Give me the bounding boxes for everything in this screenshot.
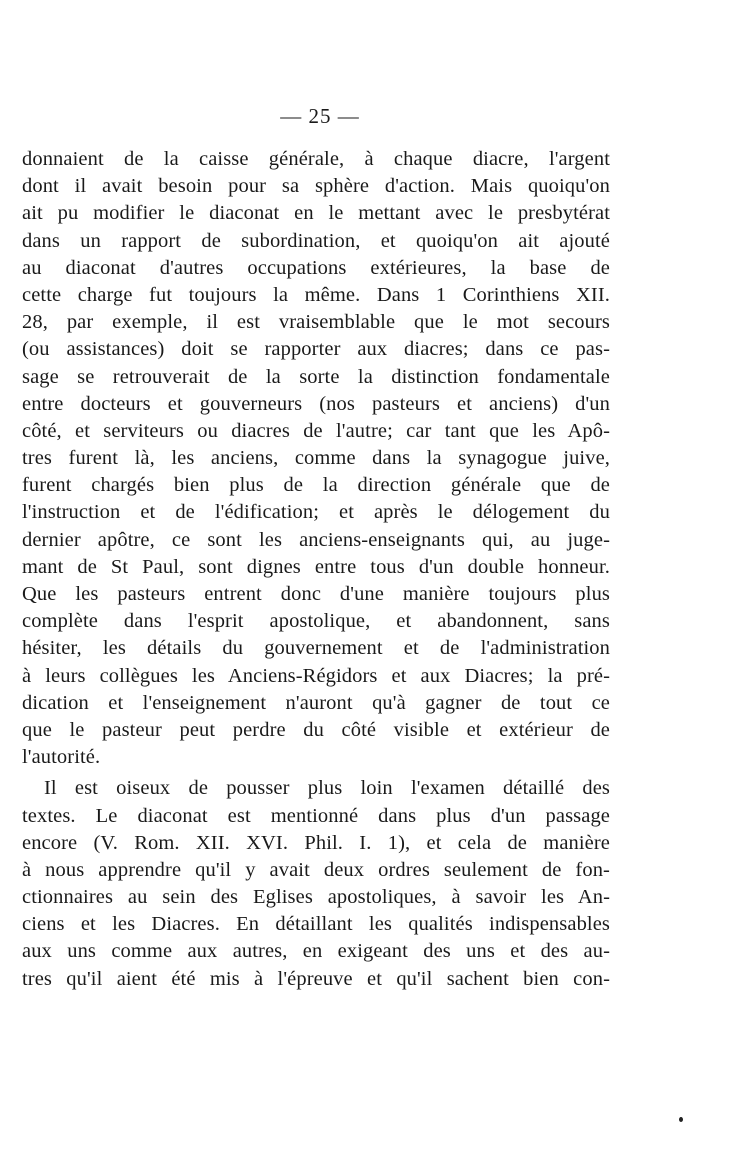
text-line: textes. Le diaconat est mentionné dans plus d'un passage <box>22 804 610 827</box>
text-line: à leurs collègues les Anciens-Régidors et aux Diacres; la pré- <box>22 664 610 687</box>
text-line: dont il avait besoin pour sa sphère d'action. Mais quoiqu'on <box>22 175 610 198</box>
text-line: entre docteurs et gouverneurs (nos pasteurs et anciens) d'un <box>22 392 610 415</box>
text-line: l'autorité. <box>22 746 101 769</box>
text-line: 28, par exemple, il est vraisemblable que le mot secours <box>22 311 610 334</box>
text-line: Que les pasteurs entrent donc d'une manière toujours plus <box>22 583 610 605</box>
text-line: à nous apprendre qu'il y avait deux ordres seulement de fon- <box>22 858 610 881</box>
text-line: dans un rapport de subordination, et quoiqu'on ait ajouté <box>22 229 610 252</box>
text-line: ctionnaires au sein des Eglises apostoliques, à savoir les An- <box>22 886 610 909</box>
text-line: aux uns comme aux autres, en exigeant des uns et des au- <box>22 940 610 963</box>
text-line: ait pu modifier le diaconat en le mettant avec le presbytérat <box>22 202 610 225</box>
body-text <box>22 146 610 993</box>
text-line: au diaconat d'autres occupations extérieures, la base de <box>22 256 610 279</box>
text-line: hésiter, les détails du gouvernement et de l'administration <box>22 637 610 660</box>
text-line: tres qu'il aient été mis à l'épreuve et qu'il sachent bien con- <box>22 967 610 990</box>
text-line: sage se retrouverait de la sorte la distinction fondamentale <box>22 365 610 388</box>
text-line: dernier apôtre, ce sont les anciens-enseignants qui, au juge- <box>22 528 610 551</box>
page-number: — 25 — <box>280 104 360 128</box>
text-line: dication et l'enseignement n'auront qu'à gagner de tout ce <box>22 691 610 714</box>
text-line: l'instruction et de l'édification; et après le délogement du <box>22 501 610 524</box>
text-line: (ou assistances) doit se rapporter aux diacres; dans ce pas- <box>22 338 610 361</box>
paragraph <box>22 146 610 771</box>
text-line: ciens et les Diacres. En détaillant les qualités indispensables <box>22 913 610 936</box>
text-line: que le pasteur peut perdre du côté visible et extérieur de <box>22 718 610 741</box>
text-line: encore (V. Rom. XII. XVI. Phil. I. 1), et cela de manière <box>22 831 610 854</box>
text-line: cette charge fut toujours la même. Dans 1 Corinthiens XII. <box>22 283 610 306</box>
text-line: mant de St Paul, sont dignes entre tous d'un double honneur. <box>22 555 610 578</box>
text-line: complète dans l'esprit apostolique, et abandonnent, sans <box>22 610 610 633</box>
text-line: Il est oiseux de pousser plus loin l'examen détaillé des <box>44 777 610 800</box>
text-line: furent chargés bien plus de la direction générale que de <box>22 474 610 497</box>
ink-speck <box>679 1117 683 1122</box>
text-line: tres furent là, les anciens, comme dans la synagogue juive, <box>22 447 610 470</box>
text-line: donnaient de la caisse générale, à chaque diacre, l'argent <box>22 148 610 170</box>
paragraph <box>22 775 610 993</box>
text-line: côté, et serviteurs ou diacres de l'autre; car tant que les Apô- <box>22 419 610 442</box>
